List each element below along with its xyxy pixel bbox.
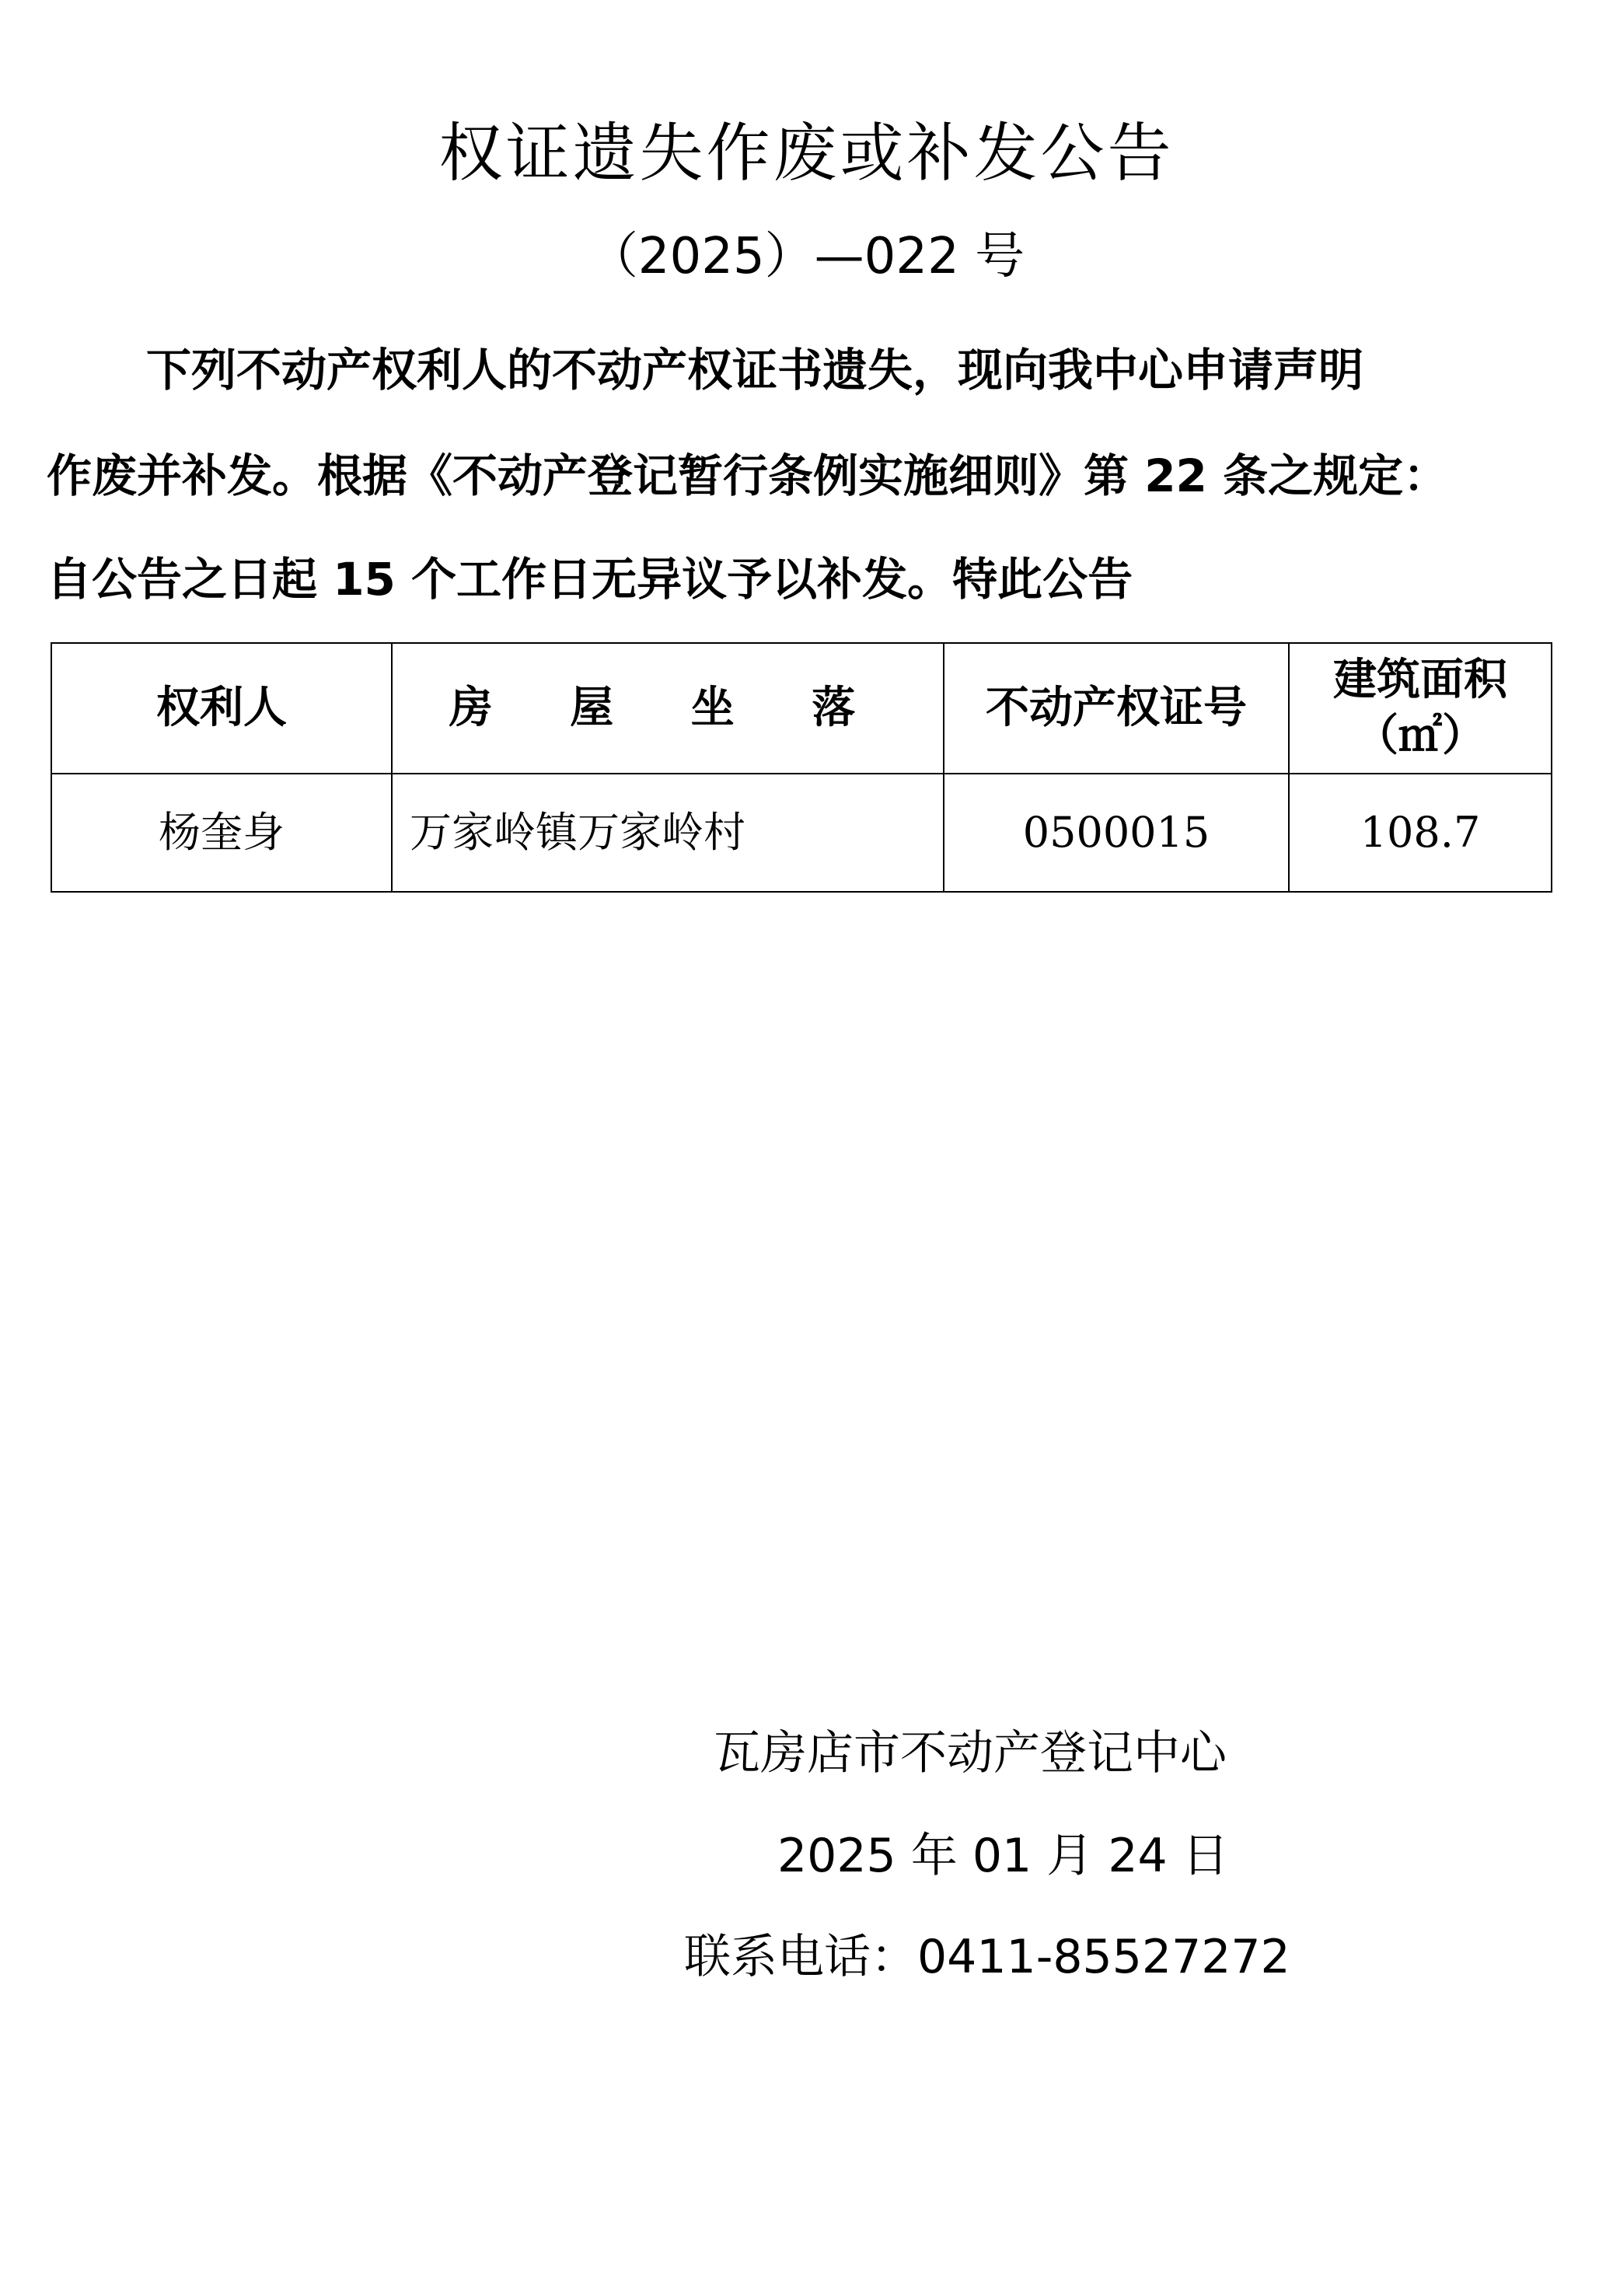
cell-cert-no: 0500015 <box>944 774 1289 892</box>
cell-area: 108.7 <box>1289 774 1552 892</box>
contact-phone: 联系电话：0411-85527272 <box>684 1930 1290 1984</box>
cell-holder: 杨奎身 <box>51 774 392 892</box>
header-area-unit: （㎡） <box>1355 711 1486 761</box>
notice-body-line-3: 自公告之日起 15 个工作日无异议予以补发。特此公告 <box>47 553 1133 606</box>
notice-body-line-1: 下列不动产权利人的不动产权证书遗失，现向我中心申请声明 <box>146 344 1364 397</box>
issuing-organization: 瓦房店市不动产登记中心 <box>714 1726 1227 1781</box>
cell-location: 万家岭镇万家岭村 <box>392 774 944 892</box>
header-location-label: 房 屋 坐 落 <box>449 683 887 733</box>
notice-title: 权证遗失作废或补发公告 <box>438 117 1175 190</box>
header-cert-no: 不动产权证号 <box>944 643 1289 774</box>
header-area-label: 建筑面积 <box>1333 655 1507 705</box>
table-header-row <box>51 643 1552 774</box>
header-area <box>1289 643 1552 774</box>
document-number: （2025）—022 号 <box>588 228 1025 285</box>
header-location <box>392 643 944 774</box>
table-row <box>51 774 1552 892</box>
notice-body-line-2: 作废并补发。根据《不动产登记暂行条例实施细则》第 22 条之规定： <box>47 449 1449 502</box>
header-holder: 权利人 <box>51 643 392 774</box>
records-table <box>51 642 1552 893</box>
issue-date: 2025 年 01 月 24 日 <box>777 1829 1229 1883</box>
